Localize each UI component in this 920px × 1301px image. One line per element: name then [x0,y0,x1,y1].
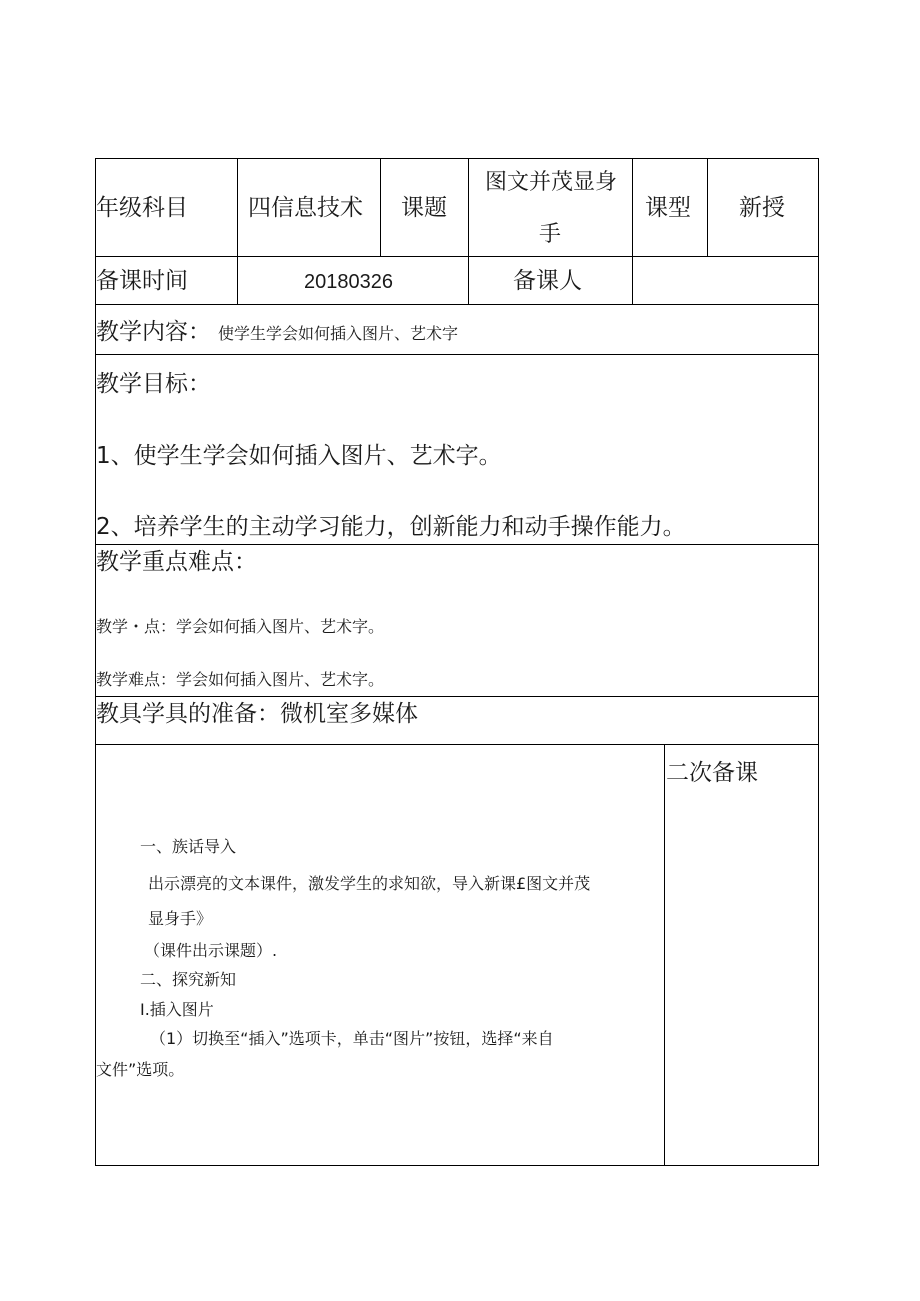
process-line: 显身手》 [148,909,213,928]
process-line: 出示漂亮的文本课件，激发学生的求知欲，导入新课£图文并茂 [148,874,591,893]
objective-item: 2、培养学生的主动学习能力，创新能力和动手操作能力。 [96,514,686,540]
col-divider [468,256,469,304]
grade-subject-value: 四信息技术 [248,195,363,221]
col-divider [237,256,238,304]
row-divider [95,744,819,745]
key-point-focus: 教学・点：学会如何插入图片、艺术字。 [96,617,385,636]
col-divider [237,158,238,256]
process-line: （1）切换至“插入”选项卡，单击“图片”按钮，选择“来自 [150,1029,554,1048]
content-label: 教学内容： [96,319,211,345]
process-line: I.插入图片 [140,1000,214,1019]
preparer-label: 备课人 [513,268,582,294]
second-prep-label: 二次备课 [666,760,758,786]
col-divider [664,744,665,1166]
lesson-type-value: 新授 [739,195,785,221]
topic-label: 课题 [401,195,447,221]
col-divider [380,158,381,256]
row-divider [95,304,819,305]
col-divider [468,158,469,256]
lesson-type-label: 课型 [645,195,691,221]
process-line: （课件出示课题）. [144,941,278,960]
col-divider [632,256,633,304]
tools-text: 教具学具的准备：微机室多媒体 [96,701,418,727]
grade-subject-label: 年级科目 [96,195,188,221]
topic-value-line1: 图文并茂显身 [485,170,618,195]
process-line: 一、族话导入 [140,837,237,856]
process-line: 二、探究新知 [140,970,237,989]
row-divider [95,544,819,545]
process-line: 文件”选项。 [96,1060,185,1079]
key-points-label: 教学重点难点： [96,549,257,575]
topic-value-line2: 手 [539,222,562,247]
objective-item: 1、使学生学会如何插入图片、艺术字。 [96,443,502,469]
col-divider [632,158,633,256]
objectives-label: 教学目标： [96,371,211,397]
row-divider [95,354,819,355]
prep-time-value: 20180326 [304,271,393,293]
row-divider [95,256,819,257]
key-point-difficulty: 教学难点：学会如何插入图片、艺术字。 [96,670,385,689]
content-value: 使学生学会如何插入图片、艺术字 [218,324,459,343]
prep-time-label: 备课时间 [96,268,188,294]
row-divider [95,696,819,697]
col-divider [707,158,708,256]
